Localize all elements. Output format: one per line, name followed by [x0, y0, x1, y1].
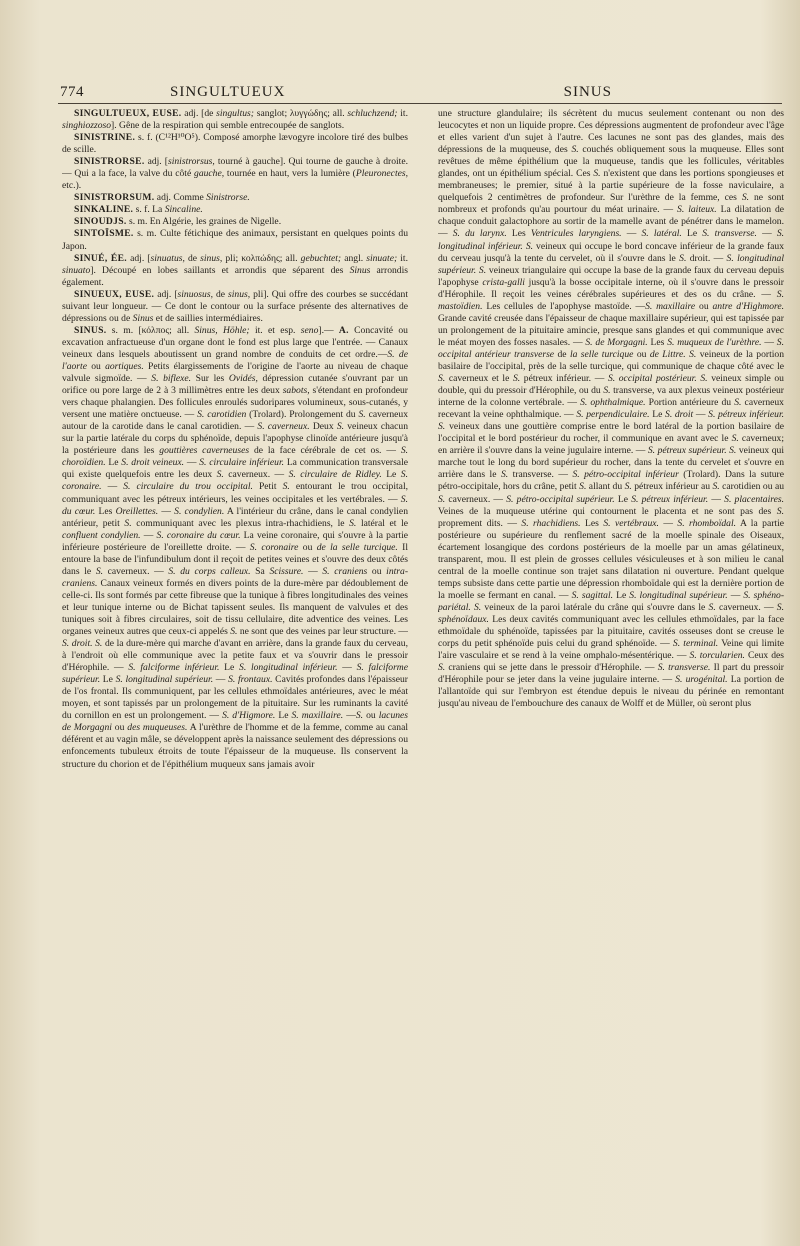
italic-text: S. — [438, 662, 446, 674]
italic-text: S. rhomboïdal. — [677, 517, 737, 529]
italic-text: Pleuronectes, — [355, 168, 408, 180]
headword: SINUÉ, ÉE. — [74, 252, 128, 264]
body-text: latéral et le — [356, 517, 408, 529]
body-text: ne sont nombreux et profonds qu'au pourtour du méat urinaire. — — [438, 192, 784, 216]
body-text: A la partie postérieure ou supérieure du renflement sacré de la moelle spinale des Oiseaux, écartement losangique des cordons postérieurs de la moelle par un amas gélatineux, transparent, mou. Il est plein de grosses cellules vésiculeuses et à son milieu le canal central de la moelle continue son trajet sans dilatation ni ouverture. Pendant quelque temps subsiste dans cette partie une dépression rhomboïdale qui est la dernière portion de la moelle se fermant en canal. — — [438, 517, 784, 601]
dictionary-entry — [62, 216, 408, 228]
body-text: — — [140, 529, 157, 541]
body-text: ]. Découpé en lobes saillants et arrondis que séparent des — [90, 264, 350, 276]
italic-text: aortiques. — [105, 360, 144, 372]
italic-text: S. — [741, 192, 750, 204]
italic-text: intra-craniens. — [62, 565, 408, 589]
italic-text: S. circulaire du trou occipital. — [123, 481, 253, 493]
body-text: — — [727, 589, 744, 601]
body-text: Les — [506, 228, 531, 240]
italic-text: singultus; — [216, 108, 254, 119]
headword: SINGULTUEUX, EUSE. — [74, 108, 182, 119]
italic-text: confluent condylien. — [62, 529, 141, 541]
italic-text: S. droit. — [62, 638, 93, 650]
body-text: it. et esp. — [249, 324, 301, 336]
body-text: A l'intérieur du crâne, dans le canal condylien antérieur, petit — [62, 505, 408, 529]
body-text: etc.). — [62, 180, 82, 192]
body-text: droit. — — [686, 252, 727, 264]
italic-text: des muqueuses. — [127, 722, 188, 734]
body-text: — — [621, 228, 642, 240]
left-column — [62, 108, 408, 1236]
body-text: Petits élargissements de l'origine de l'aorte au niveau de chaque valvule sigmoïde. — — [62, 360, 408, 385]
italic-text: S. — [624, 481, 632, 493]
italic-text: S. latéral. — [641, 228, 682, 240]
body-text: ou — [86, 360, 106, 372]
body-text: veineux simple ou double, qui du pressoir d'Hérophile, ou du — [438, 373, 784, 397]
italic-text: S. longitudinal inférieur. — [239, 662, 338, 674]
body-text: — — [658, 517, 678, 529]
page-number: 774 — [60, 84, 84, 100]
body-text: ou — [695, 300, 713, 312]
italic-text: S. — [731, 433, 739, 445]
body-text: veineux qui marche tout le long du bord supérieur du rocher, dans la tente du cervelet et s'ouvre en arrière dans le — [438, 445, 784, 481]
body-text: s'étendant en profondeur vers chaque phalangien. Des follicules enroulés sudoripares volumineux, sous-cutanés, y versent une matière onctueuse. — — [62, 385, 408, 421]
body-text: Portion antérieure du — [645, 397, 735, 409]
italic-text: S. urogénital. — [675, 674, 728, 686]
italic-text: S. circulaire de Ridley. — [288, 469, 382, 481]
italic-text: S. occipital antérieur transverse — [438, 336, 784, 360]
dictionary-entry — [438, 108, 784, 710]
italic-text: S. — [700, 373, 708, 385]
body-text: caverneux. — — [715, 601, 777, 613]
italic-text: lacunes de Morgagni — [62, 710, 408, 734]
body-text: couchés obliquement sous la muqueuse. Elles sont revêtues de même épithélium que la muqueuse, tandis que les follicules, véritables glandes, ont un épithélium spécial. Ces — [438, 144, 784, 180]
body-text: de — [184, 252, 201, 264]
italic-text: sinuosus, — [177, 288, 213, 300]
italic-text: sinuato — [62, 264, 91, 276]
body-text: angl. — [341, 252, 367, 264]
italic-text: S. du corps calleux. — [168, 565, 251, 577]
body-text: adj. Comme — [154, 192, 207, 204]
italic-text: S. d'Higmore. — [222, 710, 276, 722]
italic-text: S. — [349, 517, 357, 529]
headword: SINUEUX, EUSE. — [74, 288, 155, 300]
header-rule — [58, 103, 782, 104]
italic-text: S. pétro-occipital inférieur — [572, 469, 679, 481]
italic-text: S. — [438, 421, 446, 433]
headword: SINISTRORSUM. — [74, 192, 155, 204]
italic-text: S. falciforme supérieur. — [62, 662, 408, 686]
body-text: caverneux et le — [445, 373, 513, 385]
italic-text: S. coronaire du cœur. — [156, 529, 241, 541]
italic-text: S. coronaire. — [62, 469, 408, 493]
body-text: — — [761, 336, 777, 348]
italic-text: S. maxillaire — [645, 300, 696, 312]
body-text: Le — [381, 469, 401, 481]
body-text: ne sont que des veines par leur structure. — — [237, 626, 408, 638]
body-text: transverse. — — [508, 469, 573, 481]
italic-text: S. — [708, 601, 716, 613]
dictionary-entry — [62, 228, 408, 252]
body-text: ou — [363, 710, 379, 722]
body-text: de — [554, 348, 570, 360]
body-text: allant du — [586, 481, 625, 493]
italic-text: S. longitudinal inférieur. — [438, 228, 784, 252]
body-text: adj. [de — [181, 108, 217, 119]
body-text: pétreux inférieur au — [631, 481, 713, 493]
italic-text: S. pétreux inférieur. — [631, 493, 709, 505]
italic-text: S. mastoïdien. — [438, 288, 784, 312]
body-text: ou — [367, 565, 387, 577]
italic-text: S. sagittal. — [571, 589, 614, 601]
body-text: Canaux veineux formés en divers points de la dure-mère par dédoublement de celle-ci. Ils sont formés par cette fibreuse que la tunique à fibres longitudinales des veines et leur tunique interne ou de Bichat tapissent seules. Ils manquent de valvules et des tuniques soit à fibres circulaires, soit de tissu cellulaire, dite adventice des veines. Les organes veineux autres que ceux-ci appelés — [62, 577, 408, 638]
italic-text: S. occipital postérieur. — [607, 373, 697, 385]
italic-text: gebuchtet; — [300, 252, 342, 264]
body-text: ].— — [318, 324, 339, 336]
italic-text: S. longitudinal supérieur. — [629, 589, 728, 601]
italic-text: S. circulaire inférieur. — [199, 457, 285, 469]
body-text: Il entoure la base de l'infundibulum dont il reçoit de petites veines et s'ouvre des deux côtés dans le — [62, 541, 408, 577]
body-text: La dilatation de chaque conduit galactophore au sortir de la mamelle avant de pénétrer dans le mamelon. — — [438, 204, 784, 240]
italic-text: S. du cœur. — [62, 493, 408, 517]
italic-text: S. caverneux. — [257, 421, 310, 433]
body-text: Cavités profondes dans l'épaisseur de l'os frontal. Ils communiquent, par les cellules ethmoïdales antérieures, avec le méat moyen, et sont tapissés par un prolongement de la pituitaire. Sur les ruminants la cavité du cornillon en est un prolongement. — — [62, 674, 408, 722]
body-text: caverneux; en arrière il s'ouvre dans la veine jugulaire interne. — — [438, 433, 784, 457]
headword: SINKALINE. — [74, 204, 134, 216]
body-text: Le — [100, 674, 116, 686]
body-text: — — [756, 228, 777, 240]
italic-text: Sincaline. — [164, 204, 203, 216]
dictionary-entry — [62, 325, 408, 771]
italic-text: S. pétro-occipital supérieur. — [506, 493, 615, 505]
body-text: proprement dits. — — [438, 517, 522, 529]
italic-text: S. frontaux. — [228, 674, 273, 686]
body-text: Petit — [252, 481, 283, 493]
italic-text: S. terminal. — [672, 638, 719, 650]
italic-text: S. — [95, 565, 104, 577]
body-text: Ceux des — [744, 650, 784, 662]
body-text: — — [158, 505, 175, 517]
italic-text: S. — [593, 168, 601, 180]
italic-text: Ventricules laryngiens. — [530, 228, 622, 240]
italic-text: S. sphénoïdaux. — [438, 601, 784, 625]
italic-text: de Littre. — [649, 348, 686, 360]
body-text: n'existent que dans les portions spongieuses et membraneuses; le premier, situé à la partie supérieure de la fosse naviculaire, a quelquefois 2 centimètres de profondeur. Sur l'urèthre de la femme, ces — [438, 168, 784, 204]
body-text: ou — [298, 541, 317, 553]
body-text: veineux de la paroi latérale du crâne qui s'ouvre dans le — [481, 601, 709, 613]
italic-text: S. — [355, 710, 364, 722]
body-text: Le — [681, 228, 703, 240]
italic-text: S. — [500, 469, 509, 481]
italic-text: S. — [679, 252, 687, 264]
italic-text: S. — [95, 638, 103, 650]
body-text: Concavité ou excavation anfractueuse d'un organe dont le fond est plus large que l'entrée. — Canaux veineux dans lesquels aboutissent un grand nombre de conduits de cet ordre.— — [62, 324, 408, 360]
italic-text: S. carotidien — [197, 409, 247, 421]
dictionary-entry — [62, 108, 408, 132]
italic-text: S. — [512, 373, 521, 385]
italic-text: singhiozzoso — [62, 120, 112, 132]
italic-text: S. de l'aorte — [62, 348, 408, 372]
body-text: caverneux autour de la carotide dans le canal carotidien. — — [62, 409, 408, 433]
headword: A. — [338, 324, 349, 336]
body-text: pli; κολπώδης; all. — [222, 252, 301, 264]
italic-text: S. droit veineux. — [121, 457, 185, 469]
body-text: Les — [647, 336, 668, 348]
body-text: ]. Gêne de la respiration qui semble entrecoupée de sanglots. — [111, 120, 345, 132]
headword: SINISTRORSE. — [74, 156, 145, 168]
italic-text: S. du larynx. — [452, 228, 507, 240]
italic-text: S. laiteux. — [677, 204, 717, 216]
body-text: communiquant avec les plexus intra-rhachidiens, le — [131, 517, 350, 529]
italic-text: S. — [603, 385, 611, 397]
body-text: — — [693, 409, 709, 421]
body-text: s. f. (C¹²H¹⁰O⁵). Composé amorphe lævogyre incolore tiré des bulbes de scille. — [62, 132, 408, 156]
italic-text: de la selle turcique. — [316, 541, 398, 553]
italic-text: S. choroïdien. — [62, 445, 408, 469]
body-text: Les cellules de l'apophyse mastoïde. — — [482, 300, 646, 312]
italic-text: Oreillettes. — [115, 505, 159, 517]
body-text: tourné à gauche]. Qui tourne de gauche à droite. — Qui a la face, la valve du côté — [62, 156, 408, 180]
body-text: La veine coronaire, qui s'ouvre à la partie inférieure postérieure de l'oreillette droite. — — [62, 529, 408, 553]
body-text: de — [212, 288, 228, 300]
headword: SINISTRINE. — [74, 132, 136, 144]
headword: SINOUDJS. — [74, 216, 127, 228]
italic-text: sinuatus, — [150, 252, 185, 264]
body-text: arrondis également. — [62, 264, 408, 288]
italic-text: S. — [776, 505, 784, 517]
body-text: pétreux inférieur. — — [520, 373, 608, 385]
italic-text: Sinus, Höhle; — [194, 324, 250, 336]
body-text: — — [337, 662, 357, 674]
body-text: (Trolard). Dans la suture pétro-occipitale, hors du crâne, petit — [438, 469, 784, 493]
italic-text: antre d'Highmore. — [712, 300, 784, 312]
italic-text: S. vertébraux. — [603, 517, 659, 529]
body-text: Grande cavité creusée dans l'épaisseur de chaque maxillaire supérieur, qui est tapissée par un prolongement de la pituitaire amincie, presque sans glandes et qui communique avec le méat moyen des fosses nasales. — — [438, 312, 784, 348]
body-text: dépression cutanée s'ouvrant par un orifice ou pore large de 2 à 3 millimètres entre les deux — [62, 373, 408, 397]
dictionary-entry — [62, 289, 408, 325]
dictionary-entry — [62, 253, 408, 289]
italic-text: Sinistrorse. — [206, 192, 250, 204]
italic-text: S. ophthalmique. — [580, 397, 646, 409]
body-text: ou — [111, 722, 128, 734]
body-text: Sur les — [191, 373, 229, 385]
body-text: La communication transversale qui existe quelquefois entre les deux — [62, 457, 408, 481]
body-text: A l'urèthre de l'homme et de la femme, comme au canal déférent et au vagin mâle, se développent après la naissance seulement des dépressions ou enfoncements tubuleux étroits de toute l'épaisseur de la muqueuse. Ils conservent la structure du chorion et de l'épithélium muqueux sans jamais avoir — [62, 722, 408, 770]
body-text: Le — [649, 409, 666, 421]
body-text: Le — [275, 710, 292, 722]
body-text: sanglot; λυγγώδης; all. — [254, 108, 348, 119]
body-text: entourant le trou occipital, communiquant avec les pétreux intérieurs, les veines occipitales et les vertébrales. — — [62, 481, 408, 505]
dictionary-entry — [62, 204, 408, 216]
body-text: La portion de l'allantoïde qui sur l'embryon est étendue depuis le niveau du périnée en remontant jusqu'au niveau de l'embouchure des canaux de Wolff et de Müller, où seront plus — [438, 674, 784, 710]
italic-text: S. — [712, 481, 720, 493]
body-text: Les — [95, 505, 116, 517]
body-text: s. m. En Algérie, les graines de Nigelle. — [126, 216, 282, 228]
body-text: — — [213, 674, 229, 686]
body-text: (Trolard). Prolongement du — [246, 409, 359, 421]
body-text: une structure glandulaire; ils sécrètent du mucus seulement contenant ou non des leucocytes et non un liquide propre. Ces dépressions augmentent de profondeur avec l'âge et elles varient d'un sujet à l'autre. Ces lacunes ne sont pas des glandes, mais des dépressions de la muqueuse, des — [438, 108, 784, 156]
body-text: adj. [ — [154, 288, 178, 300]
right-column — [438, 108, 784, 1236]
italic-text: S. maxillaire. — [291, 710, 344, 722]
italic-text: S. rhachidiens. — [521, 517, 581, 529]
italic-text: S. — [336, 421, 345, 433]
italic-text: S. biflexe. — [151, 373, 192, 385]
italic-text: Ovidés, — [228, 373, 258, 385]
body-text: veineux de la portion basilaire de l'occipital, près de la selle turcique, qui communique de chaque côté avec le — [438, 348, 784, 372]
body-text: Les deux cavités communiquant avec les cellules ethmoïdales, par la face ethmoïdale du sphénoïde, tapissées par la pituitaire, cavités osseuses dont se creuse le corps du petit sphénoïde puis celui du grand sphénoïde. — — [438, 613, 784, 650]
body-text: carotidien ou au — [719, 481, 784, 493]
body-text: tournée en haut, vers la lumière ( — [224, 168, 356, 180]
italic-text: S. sphéno-pariétal. — [438, 589, 784, 613]
body-text: craniens qui se jette dans le pressoir d'Hérophile. — — [445, 662, 658, 674]
italic-text: S. — [438, 493, 446, 505]
italic-text: S. — [282, 481, 290, 493]
dictionary-entry — [62, 156, 408, 192]
italic-text: la selle turcique — [569, 348, 634, 360]
italic-text: S. transverse. — [657, 662, 711, 674]
body-text: Le — [613, 589, 630, 601]
italic-text: S. craniens — [322, 565, 368, 577]
italic-text: schluchzend; — [347, 108, 398, 119]
italic-text: S. pétreux inférieur. — [708, 409, 784, 421]
body-text: veineux triangulaire qui occupe la base de la grande faux du cerveau depuis l'apophyse — [438, 264, 784, 288]
headword: SINTOÏSME. — [74, 228, 134, 240]
italic-text: S. pétreux supérieur. — [647, 445, 727, 457]
body-text: it. — [397, 108, 408, 119]
body-text: — — [303, 565, 323, 577]
italic-text: gauche, — [194, 168, 225, 180]
italic-text: S. — [579, 481, 587, 493]
headword: SINUS. — [74, 324, 107, 336]
body-text: Le — [105, 457, 122, 469]
italic-text: Sinus — [349, 264, 371, 276]
body-text: adj. [ — [127, 252, 151, 264]
header-left-word: SINGULTUEUX — [170, 84, 286, 100]
italic-text: S. coronaire — [249, 541, 299, 553]
body-text: ou — [633, 348, 650, 360]
body-text: pli]. Qui offre des courbes se succédant suivant leur longueur. — Ce dont le contour ou la surface présente des alternatives de dépressions ou de — [62, 288, 408, 324]
italic-text: S. transverse. — [702, 228, 757, 240]
italic-text: S. de Morgagni. — [585, 336, 648, 348]
header-right-word: SINUS — [563, 84, 612, 100]
body-text: Le — [614, 493, 632, 505]
body-text: caverneux. — — [445, 493, 507, 505]
body-text: Sa — [250, 565, 270, 577]
body-text: de la face cérébrale de cet os. — — [249, 445, 401, 457]
italic-text: S. — [734, 397, 742, 409]
running-header — [60, 78, 782, 104]
body-text: veineux qui occupe le bord concave inférieur de la grande faux du cerveau jusqu'à la tente du cervelet, où il s'ouvre dans le — [438, 240, 784, 264]
italic-text: S. — [525, 240, 534, 252]
body-text: transverse, va aux plexus veineux postérieur interne de la colonne vertébrale. — — [438, 385, 784, 409]
italic-text: S. — [571, 144, 579, 156]
body-text: — — [708, 493, 725, 505]
dictionary-entry — [62, 192, 408, 204]
body-text: Deux — [309, 421, 337, 433]
body-text: de la dure-mère qui marche d'avant en arrière, dans la grande faux du cerveau, à l'endroit où elle communique avec la petite faux et va s'ouvrir dans le pressoir d'Hérophile. — — [62, 638, 408, 674]
body-text: s. m. [κόλπος; all. — [106, 324, 195, 336]
italic-text: S. torcularien. — [689, 650, 745, 662]
body-text: caverneux. — — [223, 469, 289, 481]
italic-text: S. — [358, 409, 366, 421]
body-text: et de saillies intermédiaires. — [153, 312, 263, 324]
body-text: caverneux recevant la veine ophthalmique. — — [438, 397, 784, 421]
italic-text: crista-galli — [482, 276, 525, 288]
body-text: Veines de la muqueuse utérine qui contournent le placenta et ne sont pas des — [438, 505, 777, 517]
italic-text: Sinus — [132, 312, 154, 324]
italic-text: gouttières caverneuses — [159, 445, 250, 457]
body-text: — — [101, 481, 124, 493]
body-text: Il part du pressoir d'Hérophile pour se jeter dans la veine jugulaire interne. — — [438, 662, 784, 686]
italic-text: S. — [729, 445, 737, 457]
body-text: Le — [219, 662, 240, 674]
dictionary-entry — [62, 132, 408, 156]
italic-text: S. placentaires. — [724, 493, 784, 505]
body-text: Veine qui limite l'aire vasculaire et se rend à la veine omphalo-mésentérique. — — [438, 638, 784, 662]
body-text: Les — [580, 517, 604, 529]
italic-text: seno — [300, 324, 319, 336]
italic-text: S. — [230, 626, 238, 638]
italic-text: S. — [689, 348, 697, 360]
italic-text: S. longitudinal supérieur. — [438, 252, 784, 276]
body-text: it. — [397, 252, 408, 264]
body-text: — — [184, 457, 200, 469]
italic-text: S. falciforme inférieur. — [128, 662, 220, 674]
italic-text: S. condylien. — [174, 505, 225, 517]
body-text: s. f. La — [133, 204, 165, 216]
body-text: adj. [ — [144, 156, 168, 168]
italic-text: S. — [474, 601, 482, 613]
italic-text: S. droit — [665, 409, 694, 421]
italic-text: sinus, — [228, 288, 251, 300]
italic-text: sinuate; — [366, 252, 398, 264]
italic-text: S. perpendiculaire. — [576, 409, 650, 421]
italic-text: S. muqueux de l'urèthre. — [667, 336, 762, 348]
italic-text: S. — [478, 264, 487, 276]
body-text: veineux dans une gouttière comprise entre le bord latéral de la portion basilaire de l'occipital et le bord postérieur du rocher, il communique en avant avec le — [438, 421, 784, 445]
italic-text: S. longitudinal supérieur. — [115, 674, 214, 686]
italic-text: S. — [438, 373, 446, 385]
italic-text: sinus, — [200, 252, 223, 264]
body-text: — — [343, 710, 356, 722]
italic-text: Scissure. — [269, 565, 304, 577]
italic-text: sinistrorsus, — [167, 156, 215, 168]
body-text: s. m. Culte fétichique des animaux, persistant en quelques points du Japon. — [62, 228, 408, 252]
italic-text: S. — [124, 517, 132, 529]
italic-text: sabots, — [282, 385, 310, 397]
body-text: jusqu'à la bosse occipitale interne, où il s'ouvre dans le pressoir d'Hérophile. Il reçoit les veines cérébrales supérieures et des os du crâne. — — [438, 276, 784, 300]
italic-text: S. — [216, 469, 224, 481]
body-text: veineux chacun sur la partie latérale du corps du sphénoïde, depuis l'apophyse clinoïde antérieure jusqu'à la postérieure dans les — [62, 421, 408, 457]
text-columns — [62, 108, 784, 1236]
body-text: caverneux. — — [103, 565, 169, 577]
